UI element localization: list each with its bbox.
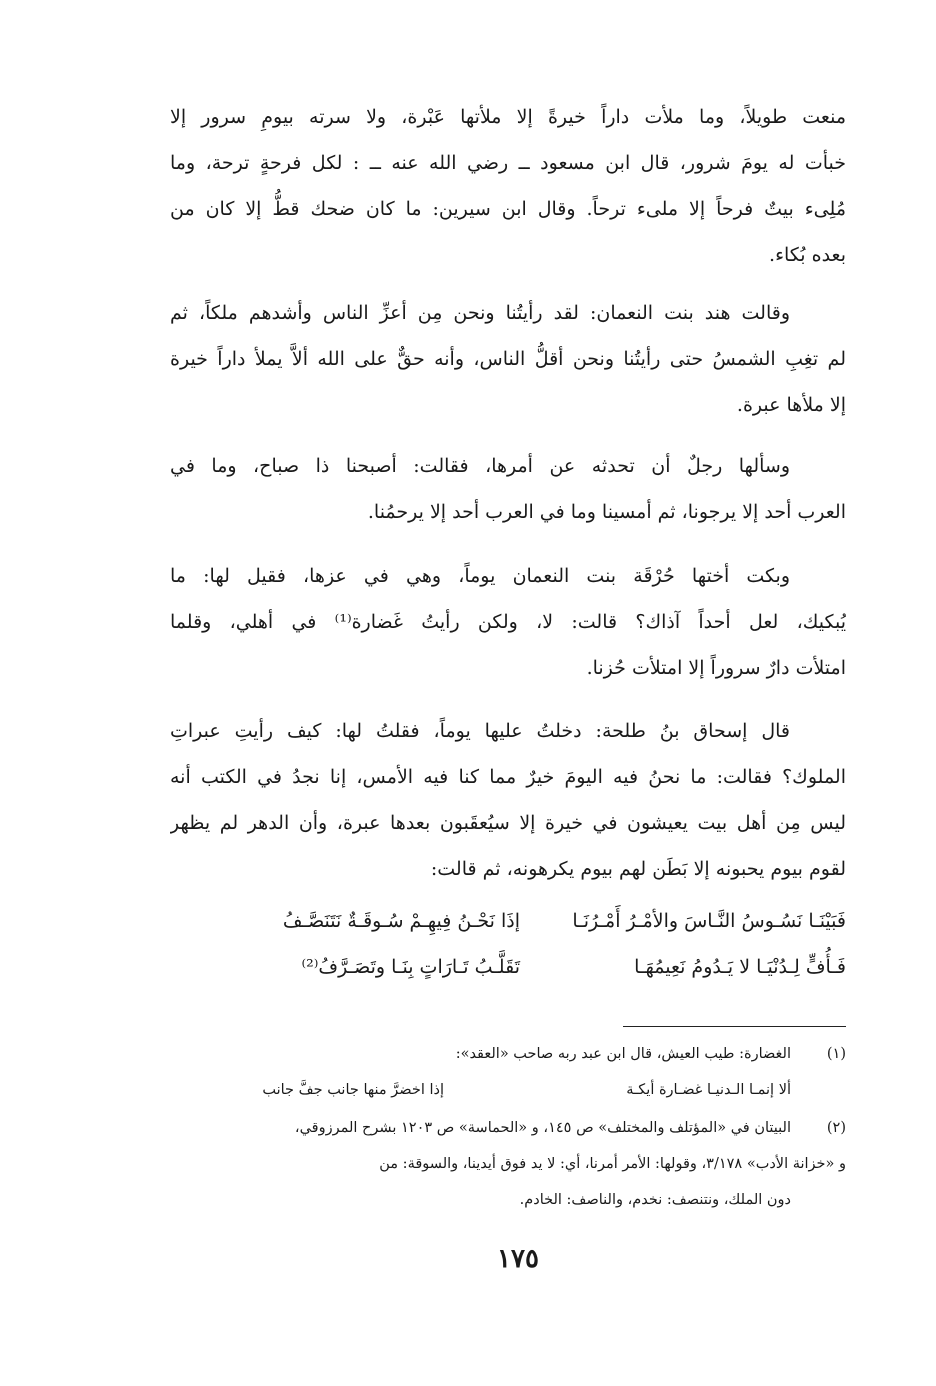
footnote-1-text: الغضارة: طيب العيش، قال ابن عبد ربه صاحب «العقد»: <box>455 1046 791 1062</box>
text-line: ليس مِن أهل بيت يعيشون في خيرة إلا سيُعقَبون بعدها عبرة، وأن الدهر لم يظهر <box>170 812 846 834</box>
paragraph-1 <box>170 94 846 278</box>
paragraph-4 <box>170 553 846 691</box>
footnote-2-number: (٢) <box>826 1120 846 1136</box>
text-line: منعت طويلاً، وما ملأت داراً خيرةً إلا ملأتها عَبْرة، ولا سرته بيومِ سرور إلا <box>170 106 846 128</box>
text-line: العرب أحد إلا يرجونا، ثم أمسينا وما في العرب أحد إلا يرحمُنا. <box>367 501 846 523</box>
text-line: يُبكيك، لعل أحداً آذاك؟ قالت: لا، ولكن رأيتُ غَضارة⁽¹⁾ في أهلي، وقلما <box>170 611 846 633</box>
page-number: ١٧٥ <box>497 1244 539 1274</box>
text-line: امتلأت دارٌ سروراً إلا امتلأت حُزنا. <box>586 657 846 679</box>
footnote-2-line: دون الملك، ونتنصف: نخدم، والناصف: الخادم. <box>519 1192 791 1208</box>
text-line: خبأت له يومَ شرور، قال ابن مسعود ــ رضي الله عنه ــ : لكل فرحةٍ ترحة، وما <box>170 152 846 174</box>
text-line: الملوك؟ فقالت: ما نحنُ فيه اليومَ خيرٌ مما كنا فيه الأمس، إنا نجدُ في الكتب أنه <box>170 766 846 788</box>
text-line: بعده بُكاء. <box>769 244 846 266</box>
text-line: وقالت هند بنت النعمان: لقد رأيتُنا ونحن مِن أعزِّ الناس وأشدهم ملكاً، ثم <box>170 302 790 324</box>
verse-2-second-hemistich: تَقَلَّـبُ تَـارَاتٍ بِنَـا وتَصَـرَّفُ⁽²⁾ <box>301 956 520 978</box>
footnote-separator <box>623 1026 846 1027</box>
footnote-2-line: و «خزانة الأدب» ٣/١٧٨، وقولها: الأمر أمرنا، أي: لا يد فوق أيدينا، والسوقة: من <box>379 1156 846 1172</box>
verse-1-first-hemistich: فَبَيْنَـا نَسُـوسُ النَّـاسَ والأمْـرُ أَمْـرُنَـا <box>572 910 846 932</box>
text-line: قال إسحاق بنُ طلحة: دخلتُ عليها يوماً، فقلتُ لها: كيف رأيتِ عبراتِ <box>170 720 790 742</box>
footnote-2-line: البيتان في «المؤتلف والمختلف» ص ١٤٥، و «الحماسة» ص ١٢٠٣ بشرح المرزوقي، <box>294 1120 791 1136</box>
paragraph-3 <box>170 443 846 535</box>
text-line: وبكت أختها حُرْقَة بنت النعمان يوماً، وهي في عزها، فقيل لها: ما <box>170 565 790 587</box>
text-line: لم تغِبِ الشمسُ حتى رأيتُنا ونحن أقلُّ الناس، وأنه حقٌّ على الله ألاَّ يملأ داراً خيرة <box>170 348 846 370</box>
verse-2-first-hemistich: فَـأُفٍّ لِـدُنْيَـا لا يَـدُومُ نَعِيمُهَـا <box>634 956 846 978</box>
footnote-1-verse-first: ألا إنمـا الـدنيـا غضـارة أيكـة <box>626 1082 791 1098</box>
text-line: مُلِىء بيتٌ فرحاً إلا ملىء ترحاً. وقال ابن سيرين: ما كان ضحك قطُّ إلا كان من <box>170 198 846 220</box>
paragraph-2 <box>170 290 846 428</box>
paragraph-5 <box>170 708 846 892</box>
verse-1-second-hemistich: إذَا نَحْـنُ فِيهِـمْ سُـوقَـةٌ نَتَنَصَّـفُ <box>282 910 520 932</box>
text-line: إلا ملأها عبرة. <box>736 394 846 416</box>
text-line: لقوم بيوم يحبونه إلا بَطَن لهم بيوم يكرهونه، ثم قالت: <box>430 858 846 880</box>
text-line: وسألها رجلٌ أن تحدثه عن أمرها، فقالت: أصبحنا ذا صباح، وما في <box>170 455 790 477</box>
footnote-1-verse-second: إذا اخضرَّ منها جانب جفَّ جانب <box>262 1082 444 1098</box>
footnote-1-number: (١) <box>826 1046 846 1062</box>
